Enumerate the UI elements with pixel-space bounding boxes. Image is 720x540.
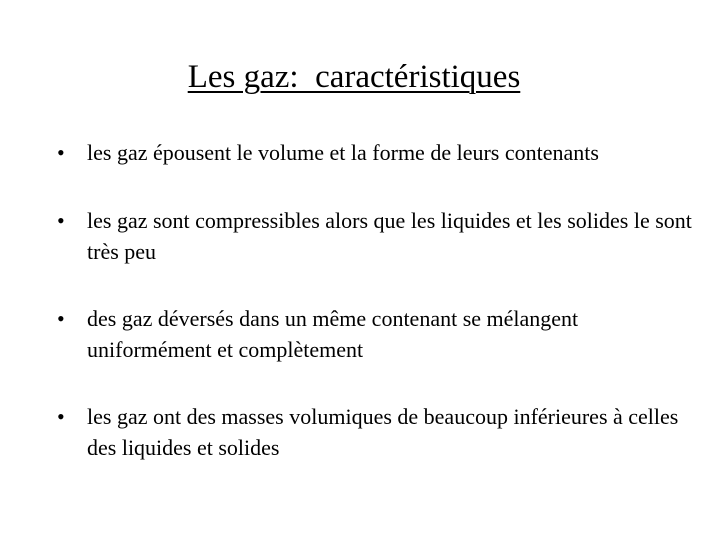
bullet-text: des gaz déversés dans un même contenant se mélangent uniformément et complètement: [87, 306, 579, 362]
bullet-item: [57, 137, 697, 168]
bullet-text: les gaz sont compressibles alors que les liquides et les solides le sont très peu: [87, 208, 692, 264]
bullet-marker-icon: •: [57, 404, 65, 429]
bullet-marker-icon: •: [57, 140, 65, 165]
bullet-list: [57, 137, 697, 501]
bullet-text: les gaz ont des masses volumiques de beaucoup inférieures à celles des liquides et solides: [87, 404, 679, 460]
bullet-item: [57, 303, 697, 365]
bullet-text: les gaz épousent le volume et la forme de leurs contenants: [87, 140, 599, 165]
bullet-marker-icon: •: [57, 306, 65, 331]
bullet-item: [57, 205, 697, 267]
bullet-item: [57, 401, 697, 463]
bullet-marker-icon: •: [57, 208, 65, 233]
slide-title: Les gaz: caractéristiques: [187, 59, 521, 95]
